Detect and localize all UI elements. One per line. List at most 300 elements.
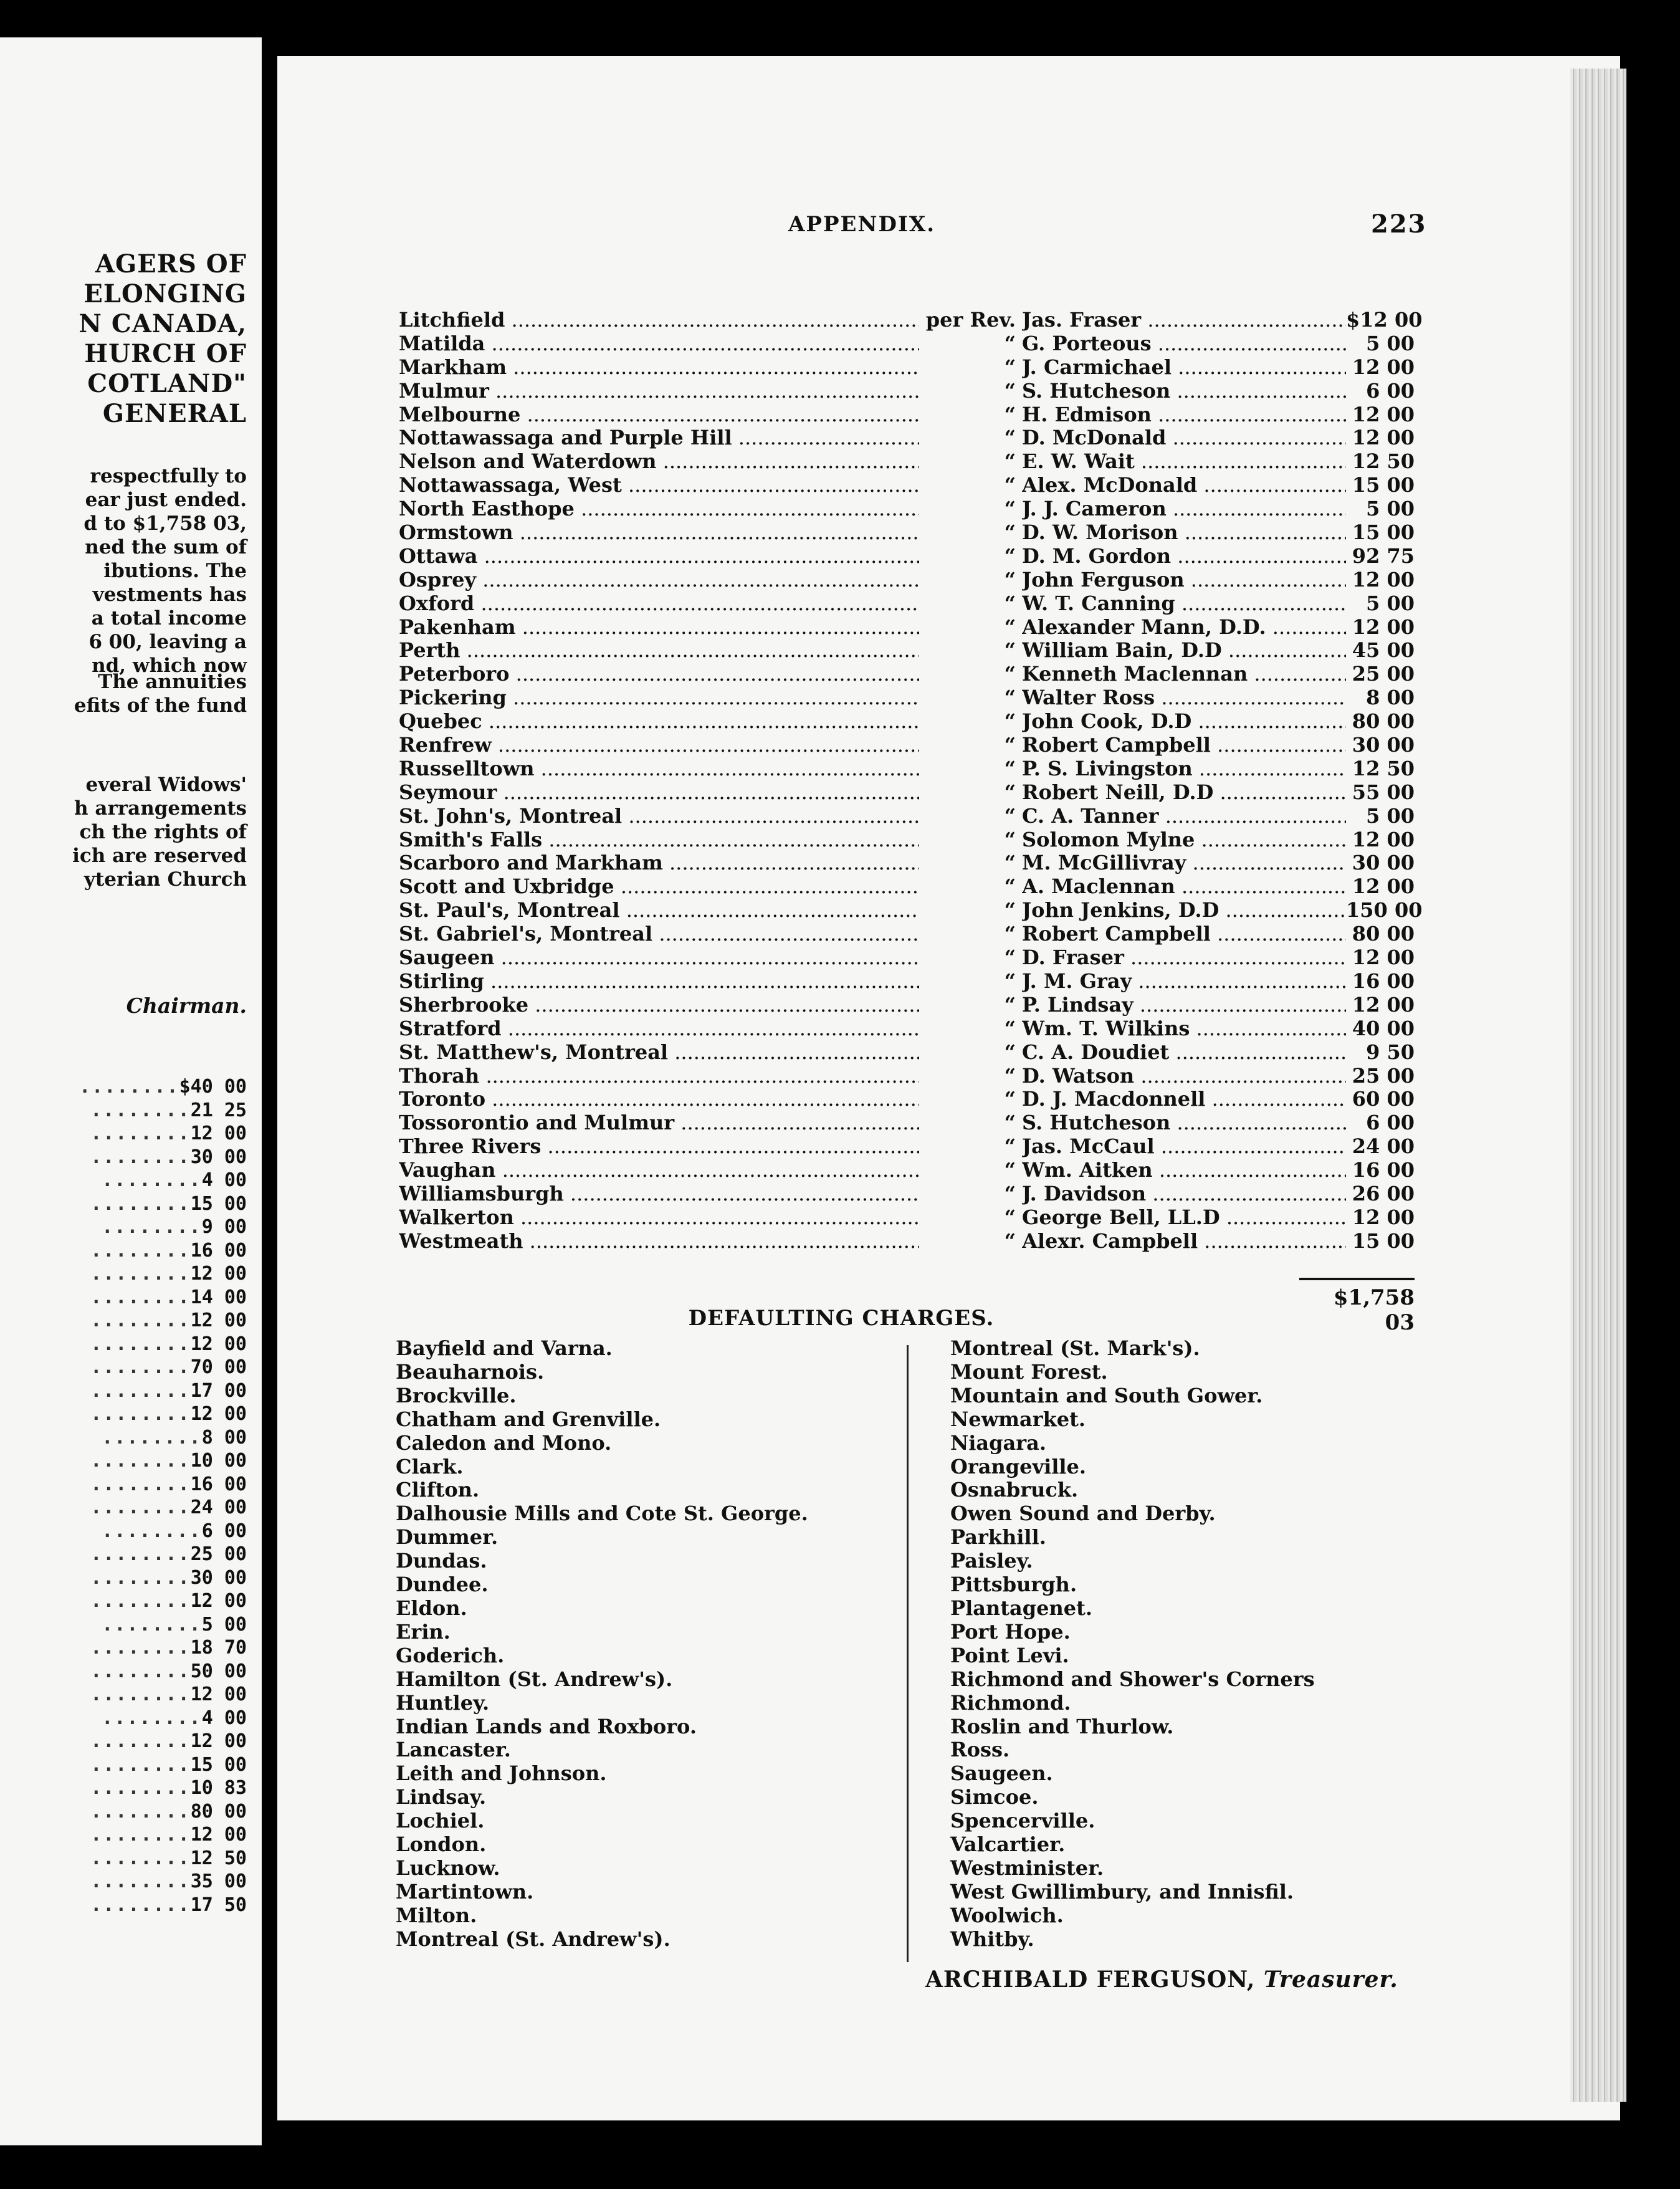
left-text-line: ibutions. The <box>103 560 247 582</box>
defaulting-charge: Port Hope. <box>950 1619 1071 1644</box>
leader-dots: ........ <box>90 1870 191 1892</box>
left-amount: 10 00 <box>190 1450 247 1472</box>
contribution-row <box>399 1017 1415 1041</box>
contribution-amount: 25 00 <box>1346 1065 1415 1088</box>
per-rev-mark: “ <box>1004 544 1016 568</box>
leader-dots: ........ <box>90 1590 191 1612</box>
defaulting-charge: Roslin and Thurlow. <box>950 1714 1174 1738</box>
defaulting-charge: Mount Forest. <box>950 1359 1108 1384</box>
defaulting-charges-heading <box>277 1306 1586 1331</box>
defaulting-charge: Pittsburgh. <box>950 1573 1077 1597</box>
left-amount-row <box>79 1823 247 1847</box>
charge-name: Markham ..... <box>399 356 919 380</box>
left-amount: 15 00 <box>190 1753 247 1776</box>
defaulting-charge: Goderich. <box>396 1643 505 1667</box>
contribution-row <box>399 450 1415 474</box>
total-rule <box>1299 1278 1415 1280</box>
left-text-line: The annuities <box>98 671 247 693</box>
contribution-row <box>399 592 1415 616</box>
per-rev-mark: “ <box>1004 662 1016 686</box>
left-amount-row <box>79 1636 247 1660</box>
left-amount: 12 50 <box>190 1847 247 1869</box>
leader-dots: ........ <box>90 1543 191 1565</box>
leader-dots: ........ <box>90 1730 191 1752</box>
contribution-row <box>399 380 1415 403</box>
defaulting-charge: Paisley. <box>950 1549 1033 1573</box>
per-rev-mark: “ <box>1004 969 1016 993</box>
defaulting-charge: London. <box>396 1832 487 1857</box>
minister-name: Alexander Mann, D.D. ..... <box>1022 616 1346 639</box>
contribution-row <box>399 994 1415 1017</box>
leader-dots: ........ <box>90 1660 191 1682</box>
per-rev-mark: “ <box>1004 709 1016 734</box>
defaulting-charge: Milton. <box>396 1903 477 1927</box>
leader-dots: ........ <box>102 1426 202 1449</box>
contribution-amount: 12 00 <box>1346 1206 1415 1230</box>
per-rev-mark: “ <box>1004 1087 1016 1111</box>
leader-dots: ........ <box>90 1847 191 1869</box>
contribution-row <box>399 922 1415 946</box>
left-amount-column <box>79 1075 247 1917</box>
left-amount: 18 70 <box>190 1637 247 1659</box>
contribution-amount: 6 00 <box>1346 1111 1415 1135</box>
left-amount-row <box>79 1894 247 1917</box>
left-amount: $40 00 <box>179 1076 247 1098</box>
defaulting-charge: Leith and Johnson. <box>396 1761 607 1786</box>
charge-name: Mulmur ..... <box>399 380 919 403</box>
leader-dots: ........ <box>90 1497 191 1518</box>
left-text-line: GENERAL <box>102 399 247 428</box>
defaulting-charge: Newmarket. <box>950 1407 1086 1431</box>
leader-dots: ........ <box>102 1169 202 1191</box>
left-amount-row <box>79 1520 247 1543</box>
leader-dots: ........ <box>90 1473 191 1495</box>
contribution-row <box>399 1088 1415 1111</box>
per-rev-mark: “ <box>1004 331 1016 355</box>
defaulting-charge: Owen Sound and Derby. <box>950 1502 1216 1526</box>
defaulting-charge: Ross. <box>950 1738 1010 1762</box>
contribution-row <box>399 639 1415 663</box>
left-amount-row <box>79 1707 247 1730</box>
minister-name: George Bell, LL.D ..... <box>1022 1206 1346 1230</box>
per-rev-mark: “ <box>1004 378 1016 403</box>
left-amount: 12 00 <box>190 1263 247 1285</box>
contribution-row <box>399 970 1415 994</box>
left-amount-row <box>79 1169 247 1192</box>
defaulting-charge: Lindsay. <box>396 1785 487 1809</box>
defaulting-charge: Lucknow. <box>396 1856 500 1880</box>
defaulting-charge: Huntley. <box>396 1690 490 1715</box>
left-amount: 80 00 <box>190 1800 247 1823</box>
charge-name: St. Gabriel's, Montreal ..... <box>399 922 919 946</box>
total-amount: $1,758 03 <box>1333 1285 1415 1335</box>
left-amount: 12 00 <box>190 1123 247 1144</box>
charge-name: Peterboro ..... <box>399 663 919 686</box>
charge-name: Sherbrooke ..... <box>399 994 919 1017</box>
charge-name: Williamsburgh ..... <box>399 1182 919 1206</box>
leader-dots: ........ <box>102 1520 202 1542</box>
contribution-row <box>399 616 1415 639</box>
left-text-line: HURCH OF <box>84 339 247 368</box>
left-text-line: AGERS OF <box>95 249 247 279</box>
left-text-line: ich are reserved <box>72 845 247 867</box>
minister-name: J. Davidson ..... <box>1022 1182 1346 1206</box>
contribution-amount: 92 75 <box>1346 545 1415 568</box>
left-amount: 30 00 <box>190 1566 247 1589</box>
minister-name: Wm. T. Wilkins ..... <box>1022 1017 1346 1041</box>
defaulting-charge: Montreal (St. Mark's). <box>950 1336 1200 1360</box>
per-rev-mark: “ <box>1004 473 1016 497</box>
per-rev-mark: “ <box>1004 615 1016 639</box>
left-amount-row <box>79 1473 247 1497</box>
left-page-fragment <box>0 37 262 2145</box>
leader-dots: ........ <box>102 1613 202 1636</box>
contribution-row <box>399 332 1415 356</box>
charge-name: North Easthope ..... <box>399 497 919 521</box>
left-amount-row <box>79 1122 247 1146</box>
contribution-amount: 16 00 <box>1346 970 1415 994</box>
minister-name: Solomon Mylne ..... <box>1022 828 1346 852</box>
per-rev-mark: “ <box>1004 1181 1016 1205</box>
minister-name: D. McDonald ..... <box>1022 426 1346 450</box>
left-amount-row <box>79 1730 247 1753</box>
minister-name: H. Edmison ..... <box>1022 403 1346 427</box>
contribution-row <box>399 946 1415 970</box>
defaulting-charge: Osnabruck. <box>950 1478 1079 1502</box>
treasurer-signature <box>925 1966 1398 1993</box>
charge-name: Thorah ..... <box>399 1065 919 1088</box>
leader-dots: ........ <box>90 1099 191 1121</box>
defaulting-charge: Niagara. <box>950 1430 1046 1455</box>
left-amount: 4 00 <box>201 1707 247 1729</box>
contribution-row <box>399 851 1415 875</box>
minister-name: Jas. Fraser ..... <box>1022 309 1346 332</box>
contribution-amount: 30 00 <box>1346 851 1415 875</box>
defaulting-charge: Richmond and Shower's Corners <box>950 1667 1315 1691</box>
leader-dots: ........ <box>90 1777 191 1799</box>
contribution-amount: 5 00 <box>1346 592 1415 616</box>
left-text-line: everal Widows' <box>85 774 247 796</box>
left-text-line: ned the sum of <box>85 536 247 558</box>
minister-name: Robert Neill, D.D ..... <box>1022 781 1346 805</box>
per-rev-mark: “ <box>1004 803 1016 828</box>
per-rev-mark: “ <box>1004 851 1016 875</box>
minister-name: D. Fraser ..... <box>1022 946 1346 970</box>
charge-name: Matilda ..... <box>399 332 919 356</box>
contribution-row <box>399 521 1415 545</box>
contribution-amount: 45 00 <box>1346 639 1415 663</box>
per-rev-mark: “ <box>1004 946 1016 970</box>
charge-name: Pickering ..... <box>399 686 919 710</box>
left-amount: 21 25 <box>190 1099 247 1121</box>
left-amount: 25 00 <box>190 1543 247 1565</box>
left-amount-row <box>79 1192 247 1216</box>
charge-name: Ormstown ..... <box>399 521 919 545</box>
per-rev-mark: “ <box>1004 402 1016 426</box>
left-amount-row <box>79 1543 247 1566</box>
defaulting-list-right <box>950 1337 1315 1952</box>
per-rev-mark: “ <box>1004 1063 1016 1088</box>
contribution-amount: 15 00 <box>1346 1230 1415 1253</box>
defaulting-charge: Orangeville. <box>950 1454 1087 1478</box>
charge-name: Nottawassaga and Purple Hill ..... <box>399 426 919 450</box>
left-amount-row <box>79 1286 247 1310</box>
charge-name: Ottawa ..... <box>399 545 919 568</box>
left-amount: 14 00 <box>190 1286 247 1308</box>
leader-dots: ........ <box>90 1123 191 1144</box>
per-rev-mark: “ <box>1004 992 1016 1017</box>
defaulting-charges-title: DEFAULTING CHARGES. <box>688 1306 995 1331</box>
contribution-amount: 16 00 <box>1346 1159 1415 1182</box>
leader-dots: ........ <box>90 1566 191 1589</box>
per-rev-mark: “ <box>1004 898 1016 922</box>
per-rev-mark: “ <box>1004 520 1016 545</box>
left-text-line: efits of the fund <box>74 694 247 717</box>
minister-name: E. W. Wait ..... <box>1022 450 1346 474</box>
contribution-row <box>399 568 1415 592</box>
charge-name: Three Rivers ..... <box>399 1135 919 1159</box>
contribution-row <box>399 875 1415 899</box>
left-amount-row <box>79 1215 247 1239</box>
left-amount: 9 00 <box>201 1216 247 1238</box>
treasurer-role: Treasurer. <box>1263 1966 1398 1993</box>
defaulting-charge: Dundee. <box>396 1573 489 1597</box>
charge-name: Litchfield ..... <box>399 309 919 332</box>
defaulting-charge: Bayfield and Varna. <box>396 1336 613 1360</box>
leader-dots: ........ <box>90 1356 191 1378</box>
left-amount-row <box>79 1847 247 1870</box>
contribution-row <box>399 545 1415 568</box>
minister-name: P. Lindsay ..... <box>1022 994 1346 1017</box>
leader-dots: ........ <box>90 1333 191 1355</box>
defaulting-charge: Whitby. <box>950 1927 1034 1951</box>
charge-name: Smith's Falls ..... <box>399 828 919 852</box>
leader-dots: ........ <box>90 1450 191 1472</box>
running-title: APPENDIX. <box>788 212 936 237</box>
charge-name: Tossorontio and Mulmur ..... <box>399 1111 919 1135</box>
charge-name: Oxford ..... <box>399 592 919 616</box>
left-amount: 4 00 <box>201 1169 247 1191</box>
leader-dots: ........ <box>90 1263 191 1285</box>
per-rev-mark: “ <box>1004 733 1016 757</box>
minister-name: John Ferguson ..... <box>1022 568 1346 592</box>
left-amount-row <box>79 1426 247 1450</box>
contribution-amount: 12 00 <box>1346 568 1415 592</box>
per-rev-mark: “ <box>1004 1111 1016 1135</box>
per-rev-mark: “ <box>1004 1229 1016 1253</box>
per-rev-mark: “ <box>1004 1205 1016 1229</box>
left-text-line: h arrangements <box>74 797 247 820</box>
left-amount-row <box>79 1776 247 1800</box>
leader-dots: ........ <box>90 1637 191 1659</box>
left-amount-row <box>79 1309 247 1333</box>
contribution-amount: 150 00 <box>1346 898 1423 922</box>
leader-dots: ........ <box>90 1146 191 1168</box>
minister-name: Robert Campbell ..... <box>1022 922 1346 946</box>
per-rev-mark: “ <box>1004 355 1016 379</box>
left-amount: 16 00 <box>190 1473 247 1495</box>
per-rev-mark: “ <box>1004 449 1016 474</box>
per-rev-mark: “ <box>1004 638 1016 663</box>
contribution-amount: 5 00 <box>1346 805 1415 828</box>
defaulting-charge: West Gwillimbury, and Innisfil. <box>950 1879 1294 1904</box>
defaulting-charge: Spencerville. <box>950 1809 1095 1833</box>
leader-dots: ........ <box>90 1379 191 1402</box>
contribution-amount: 25 00 <box>1346 663 1415 686</box>
left-amount: 6 00 <box>201 1520 247 1542</box>
left-amount: 10 83 <box>190 1777 247 1799</box>
left-amount-row <box>79 1333 247 1356</box>
left-text-line: a total income <box>91 607 247 630</box>
contribution-row <box>399 474 1415 497</box>
minister-name: John Cook, D.D ..... <box>1022 710 1346 734</box>
minister-name: D. M. Gordon ..... <box>1022 545 1346 568</box>
leader-dots: ........ <box>90 1310 191 1331</box>
left-text-line: yterian Church <box>84 868 247 891</box>
contribution-row <box>399 403 1415 427</box>
left-amount: 8 00 <box>201 1426 247 1449</box>
contribution-amount: 12 00 <box>1346 356 1415 380</box>
defaulting-charge: Lochiel. <box>396 1809 485 1833</box>
left-text-line: ear just ended. <box>85 489 247 511</box>
defaulting-charge: Dundas. <box>396 1549 487 1573</box>
contribution-row <box>399 356 1415 380</box>
minister-name: John Jenkins, D.D ..... <box>1022 899 1346 922</box>
defaulting-charge: Parkhill. <box>950 1525 1046 1550</box>
minister-name: S. Hutcheson ..... <box>1022 1111 1346 1135</box>
left-amount: 17 50 <box>190 1894 247 1916</box>
defaulting-charge: Chatham and Grenville. <box>396 1407 661 1431</box>
left-amount-row <box>79 1496 247 1520</box>
minister-name: J. M. Gray ..... <box>1022 970 1346 994</box>
per-rev-mark: “ <box>1004 827 1016 851</box>
per-rev-mark: “ <box>1004 1040 1016 1064</box>
contribution-amount: 12 00 <box>1346 426 1415 450</box>
minister-name: D. J. Macdonnell ..... <box>1022 1088 1346 1111</box>
minister-name: J. Carmichael ..... <box>1022 356 1346 380</box>
contribution-amount: 12 50 <box>1346 450 1415 474</box>
per-rev-mark: per Rev. <box>925 308 1016 332</box>
left-amount: 12 00 <box>190 1730 247 1752</box>
contribution-amount: 15 00 <box>1346 474 1415 497</box>
contribution-row <box>399 1230 1415 1253</box>
charge-name: Walkerton ..... <box>399 1206 919 1230</box>
defaulting-charge: Woolwich. <box>950 1903 1064 1927</box>
defaulting-charge: Westminister. <box>950 1856 1104 1880</box>
charge-name: Pakenham ..... <box>399 616 919 639</box>
per-rev-mark: “ <box>1004 591 1016 615</box>
charge-name: Scarboro and Markham ..... <box>399 851 919 875</box>
per-rev-mark: “ <box>1004 497 1016 521</box>
minister-name: Robert Campbell ..... <box>1022 734 1346 757</box>
per-rev-mark: “ <box>1004 756 1016 780</box>
left-amount: 50 00 <box>190 1660 247 1682</box>
contribution-amount: 60 00 <box>1346 1088 1415 1111</box>
left-amount: 17 00 <box>190 1379 247 1402</box>
contribution-row <box>399 710 1415 734</box>
left-amount-row <box>79 1099 247 1123</box>
left-amount: 30 00 <box>190 1146 247 1168</box>
contribution-row <box>399 898 1423 922</box>
minister-name: D. Watson ..... <box>1022 1065 1346 1088</box>
charge-name: Russelltown ..... <box>399 757 919 781</box>
contribution-amount: 12 00 <box>1346 403 1415 427</box>
minister-name: Alex. McDonald ..... <box>1022 474 1346 497</box>
contribution-row <box>399 805 1415 828</box>
contribution-row <box>399 686 1415 710</box>
chairman-label: Chairman. <box>126 994 247 1018</box>
defaulting-charge: Hamilton (St. Andrew's). <box>396 1667 673 1691</box>
contribution-amount: 8 00 <box>1346 686 1415 710</box>
left-amount-row <box>79 1660 247 1684</box>
left-amount-row <box>79 1239 247 1263</box>
left-amount-row <box>79 1146 247 1169</box>
left-amount-row <box>79 1870 247 1894</box>
defaulting-charge: Mountain and South Gower. <box>950 1383 1263 1407</box>
defaulting-charge: Brockville. <box>396 1383 517 1407</box>
defaulting-list-left <box>396 1337 808 1952</box>
contribution-row <box>399 663 1415 686</box>
contribution-amount: 30 00 <box>1346 734 1415 757</box>
charge-name: St. Paul's, Montreal ..... <box>399 899 919 922</box>
per-rev-mark: “ <box>1004 1016 1016 1040</box>
left-amount-row <box>79 1075 247 1099</box>
left-amount: 12 00 <box>190 1403 247 1425</box>
charge-name: Stratford ..... <box>399 1017 919 1041</box>
defaulting-charge: Beauharnois. <box>396 1359 545 1384</box>
contribution-row <box>399 308 1423 332</box>
defaulting-charge: Eldon. <box>396 1596 467 1620</box>
left-amount-row <box>79 1262 247 1286</box>
contribution-row <box>399 1111 1415 1135</box>
charge-name: Osprey ..... <box>399 568 919 592</box>
left-amount-row <box>79 1566 247 1590</box>
defaulting-charge: Lancaster. <box>396 1738 511 1762</box>
contribution-amount: 24 00 <box>1346 1135 1415 1159</box>
charge-name: Seymour ..... <box>399 781 919 805</box>
per-rev-mark: “ <box>1004 1134 1016 1159</box>
contribution-row <box>399 497 1415 521</box>
charge-name: St. Matthew's, Montreal ..... <box>399 1041 919 1065</box>
minister-name: Kenneth Maclennan ..... <box>1022 663 1346 686</box>
left-amount-row <box>79 1449 247 1473</box>
left-amount: 12 00 <box>190 1684 247 1705</box>
left-amount: 24 00 <box>190 1497 247 1518</box>
contribution-amount: 6 00 <box>1346 380 1415 403</box>
contribution-amount: 12 00 <box>1346 828 1415 852</box>
contribution-row <box>399 734 1415 757</box>
charge-name: Nottawassaga, West ..... <box>399 474 919 497</box>
minister-name: Walter Ross ..... <box>1022 686 1346 710</box>
charge-name: Melbourne ..... <box>399 403 919 427</box>
leader-dots: ........ <box>90 1684 191 1705</box>
contribution-row <box>399 781 1415 805</box>
leader-dots: ........ <box>102 1707 202 1729</box>
leader-dots: ........ <box>90 1192 191 1215</box>
minister-name: Jas. McCaul ..... <box>1022 1135 1346 1159</box>
minister-name: Alexr. Campbell ..... <box>1022 1230 1346 1253</box>
left-amount-row <box>79 1800 247 1824</box>
minister-name: C. A. Tanner ..... <box>1022 805 1346 828</box>
charge-name: Renfrew ..... <box>399 734 919 757</box>
leader-dots: ........ <box>90 1286 191 1308</box>
minister-name: G. Porteous ..... <box>1022 332 1346 356</box>
left-amount: 16 00 <box>190 1239 247 1262</box>
left-amount: 12 00 <box>190 1824 247 1846</box>
column-divider <box>907 1345 909 1962</box>
charge-name: Saugeen ..... <box>399 946 919 970</box>
left-text-line: respectfully to <box>90 465 247 487</box>
